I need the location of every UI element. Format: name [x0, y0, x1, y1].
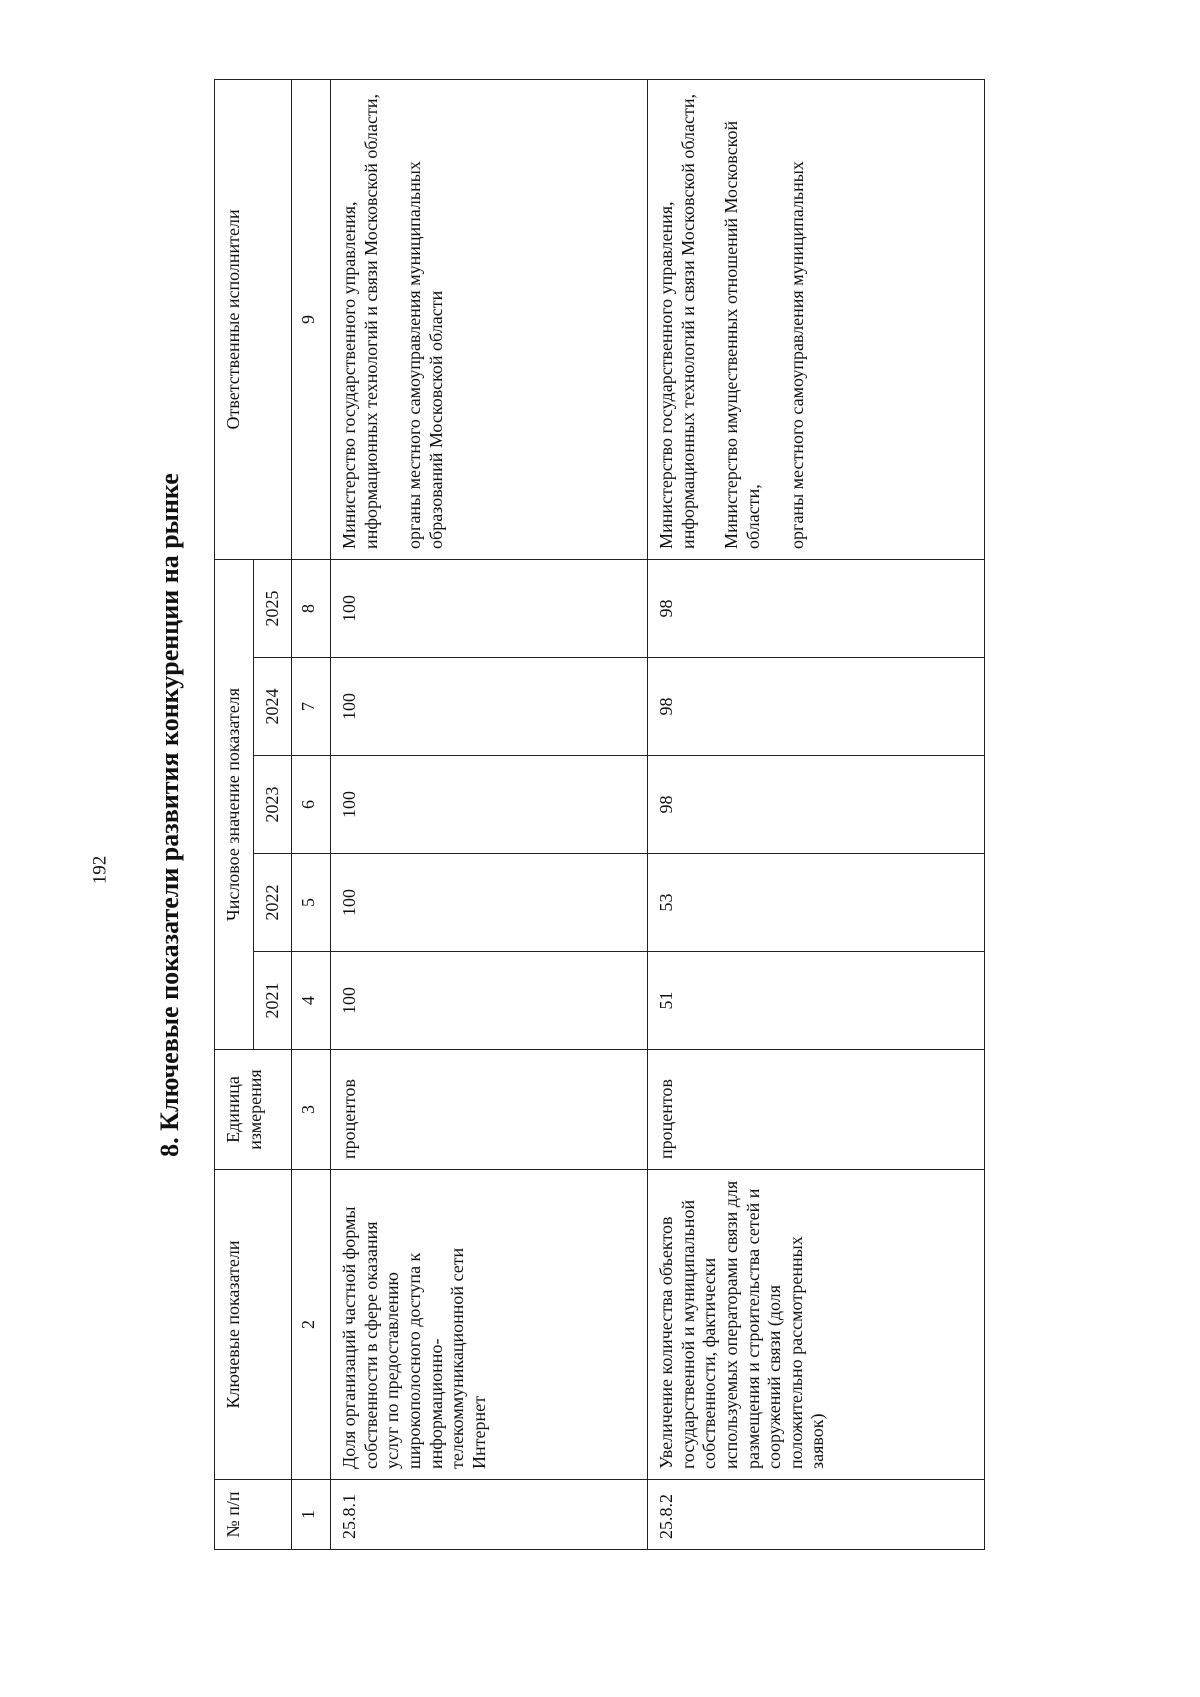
column-number: 7	[292, 658, 331, 756]
row-value-2024: 98	[648, 658, 985, 756]
executor-entry: Министерство государственного управления, информационных технологий и связи Московской области,	[339, 94, 381, 549]
row-unit: процентов	[648, 1050, 985, 1170]
executor-entry: органы местного самоуправления муниципальных образований Московской области	[404, 161, 446, 549]
header-year-2021: 2021	[253, 952, 292, 1050]
executor-entry: Министерство государственного управления, информационных технологий и связи Московской области,	[656, 94, 698, 549]
row-value-2022: 100	[331, 854, 648, 952]
row-value-2025: 100	[331, 559, 648, 657]
header-value-group: Числовое значение показателя	[215, 559, 254, 1049]
column-number: 9	[292, 79, 331, 559]
column-number: 2	[292, 1170, 331, 1480]
table-row	[331, 79, 648, 1549]
row-value-2023: 100	[331, 756, 648, 854]
row-executors	[648, 79, 985, 559]
header-num: № п/п	[215, 1480, 292, 1550]
row-value-2022: 53	[648, 854, 985, 952]
section-title: 8. Ключевые показатели развития конкуренции на рынке	[155, 473, 184, 1157]
header-year-2023: 2023	[253, 756, 292, 854]
row-num: 25.8.1	[331, 1480, 648, 1550]
column-number: 6	[292, 756, 331, 854]
column-number: 1	[292, 1480, 331, 1550]
row-num: 25.8.2	[648, 1480, 985, 1550]
row-unit: процентов	[331, 1050, 648, 1170]
page-number-text: 192	[89, 855, 110, 885]
header-indicator: Ключевые показатели	[215, 1170, 292, 1480]
page-number	[85, 845, 115, 895]
header-year-2024: 2024	[253, 658, 292, 756]
row-value-2025: 98	[648, 559, 985, 657]
executor-entry: Министерство имущественных отношений Московской области,	[721, 120, 763, 549]
table-row	[648, 79, 985, 1549]
column-number: 3	[292, 1050, 331, 1170]
row-value-2024: 100	[331, 658, 648, 756]
column-numbers-row	[292, 79, 331, 1549]
kpi-table	[214, 79, 985, 1550]
header-year-2025: 2025	[253, 559, 292, 657]
header-year-2022: 2022	[253, 854, 292, 952]
header-unit: Единица измерения	[215, 1050, 292, 1170]
header-row	[215, 79, 254, 1549]
row-indicator: Увеличение количества объектов государственной и муниципальной собственности, фактически используемых операторами связи для размещения и строительства сетей и сооружений связи (доля положительно рассмотренных заявок)	[648, 1170, 985, 1480]
row-value-2023: 98	[648, 756, 985, 854]
rotated-sheet	[150, 80, 1030, 1550]
row-value-2021: 100	[331, 952, 648, 1050]
row-executors	[331, 79, 648, 559]
column-number: 8	[292, 559, 331, 657]
column-number: 5	[292, 854, 331, 952]
row-indicator: Доля организаций частной формы собственности в сфере оказания услуг по предоставлению широкополосного доступа к информационно-телекоммуникационной сети Интернет	[331, 1170, 648, 1480]
header-executors: Ответственные исполнители	[215, 79, 292, 559]
row-value-2021: 51	[648, 952, 985, 1050]
executor-entry: органы местного самоуправления муниципальных	[786, 161, 807, 549]
column-number: 4	[292, 952, 331, 1050]
